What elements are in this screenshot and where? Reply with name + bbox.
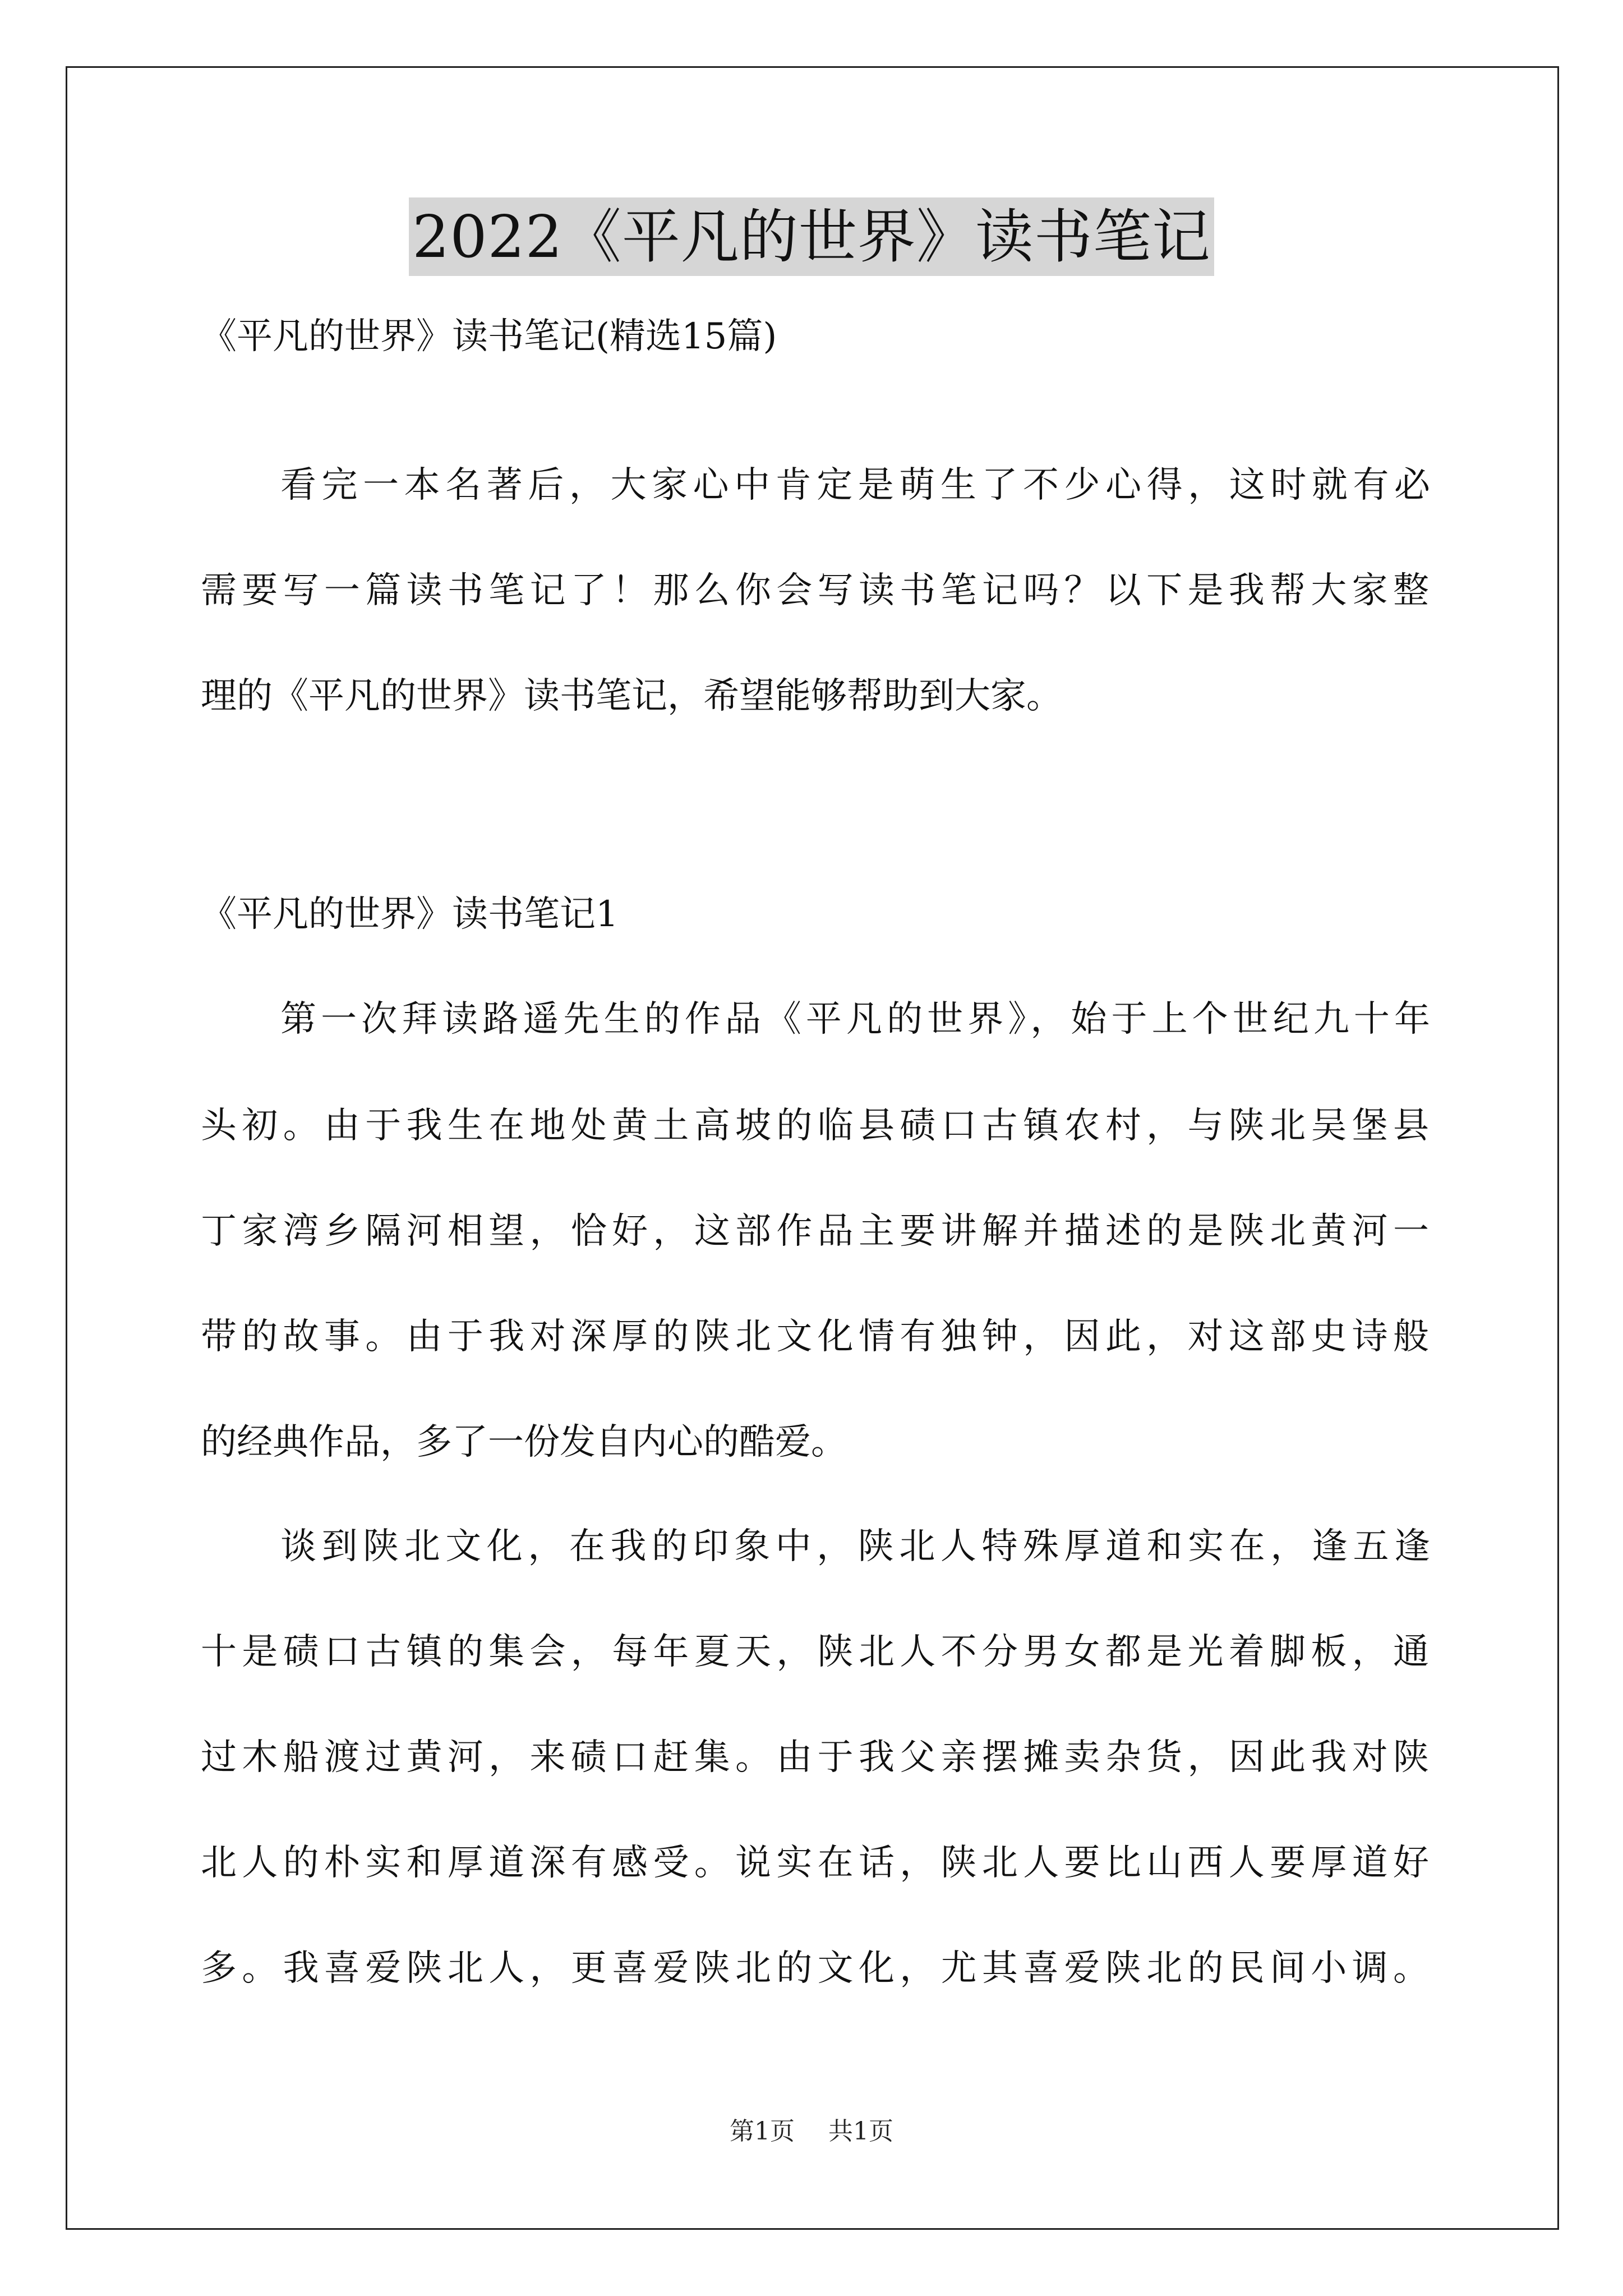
paragraph2-line-2: 十是碛口古镇的集会，每年夏天，陕北人不分男女都是光着脚板，通: [201, 1631, 1429, 1673]
page-number: 第1页: [730, 2117, 795, 2146]
paragraph1-line-3: 丁家湾乡隔河相望，恰好，这部作品主要讲解并描述的是陕北黄河一: [201, 1211, 1429, 1252]
page-total: 共1页: [828, 2117, 893, 2146]
paragraph2-line-4: 北人的朴实和厚道深有感受。说实在话，陕北人要比山西人要厚道好: [201, 1842, 1429, 1884]
paragraph2-line-5: 多。我喜爱陕北人，更喜爱陕北的文化，尤其喜爱陕北的民间小调。: [201, 1948, 1429, 1989]
page-footer: [0, 2115, 1623, 2148]
section-heading: 《平凡的世界》读书笔记1: [201, 894, 619, 935]
paragraph1-line-5: 的经典作品，多了一份发自内心的酷爱。: [201, 1421, 847, 1463]
paragraph1-line-4: 带的故事。由于我对深厚的陕北文化情有独钟，因此，对这部史诗般: [201, 1316, 1429, 1358]
paragraph2-line-3: 过木船渡过黄河，来碛口赶集。由于我父亲摆摊卖杂货，因此我对陕: [201, 1737, 1429, 1778]
document-title: 2022《平凡的世界》读书笔记: [409, 197, 1214, 276]
intro-line-1: 看完一本名著后，大家心中肯定是萌生了不少心得，这时就有必: [280, 464, 1430, 506]
intro-line-3: 理的《平凡的世界》读书笔记，希望能够帮助到大家。: [201, 675, 1062, 717]
title-container: [0, 197, 1623, 276]
document-subtitle: 《平凡的世界》读书笔记(精选15篇): [201, 316, 777, 357]
paragraph1-line-1: 第一次拜读路遥先生的作品《平凡的世界》，始于上个世纪九十年: [280, 999, 1430, 1040]
paragraph2-line-1: 谈到陕北文化，在我的印象中，陕北人特殊厚道和实在，逢五逢: [280, 1526, 1430, 1567]
intro-line-2: 需要写一篇读书笔记了！那么你会写读书笔记吗？以下是我帮大家整: [201, 570, 1429, 611]
paragraph1-line-2: 头初。由于我生在地处黄土高坡的临县碛口古镇农村，与陕北吴堡县: [201, 1105, 1429, 1147]
